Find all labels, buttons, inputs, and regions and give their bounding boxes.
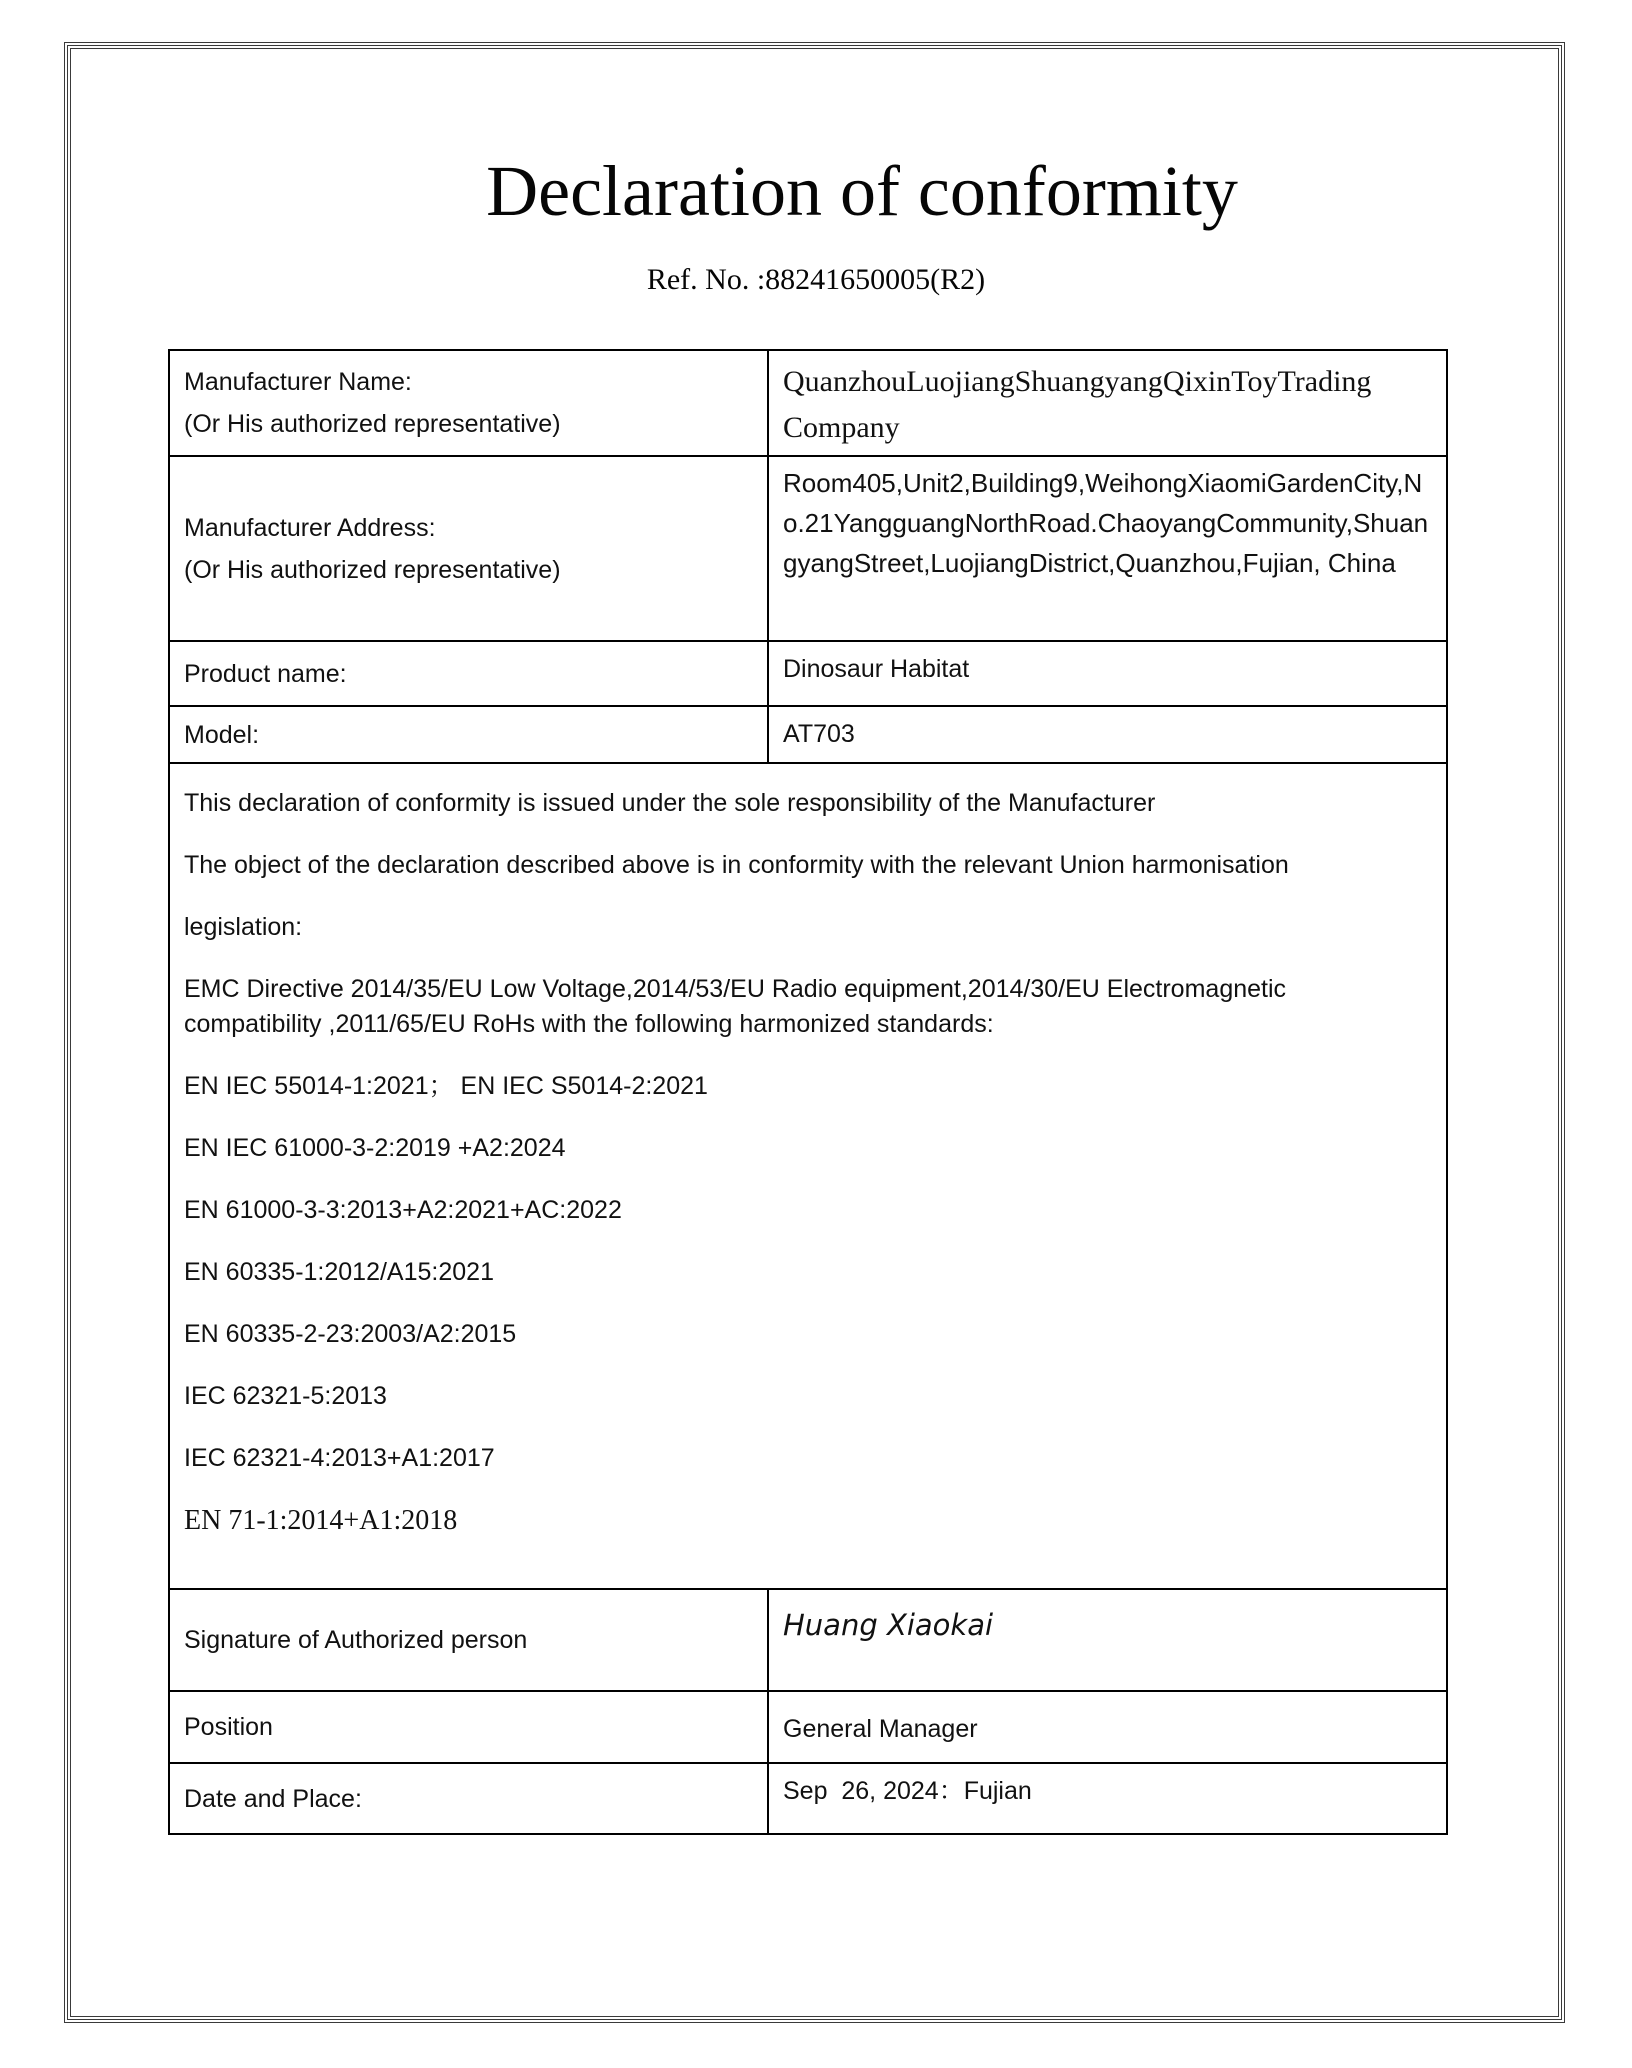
document-title: Declaration of conformity <box>486 151 1238 231</box>
declaration-statement-line1: This declaration of conformity is issued under the sole responsibility of the Manufacturer <box>184 789 1156 817</box>
standard-item: EN 60335-2-23:2003/A2:2015 <box>184 1320 517 1348</box>
standard-item: IEC 62321-5:2013 <box>184 1382 387 1410</box>
table-row-model <box>169 706 1447 763</box>
table-row-manufacturer-name <box>169 350 1447 456</box>
signature-value: Huang Xiaokai <box>768 1589 1447 1691</box>
manufacturer-address-label-line1: Manufacturer Address: <box>184 513 436 542</box>
manufacturer-name-label-line2: (Or His authorized representative) <box>184 410 561 438</box>
standard-item: EN 71-1:2014+A1:2018 <box>184 1505 458 1536</box>
reference-number: Ref. No. :88241650005(R2) <box>646 263 986 296</box>
manufacturer-address-label <box>169 456 768 641</box>
date-place-value: Sep 26, 2024：Fujian <box>768 1763 1447 1834</box>
table-row-product-name <box>169 641 1447 706</box>
position-value: General Manager <box>768 1691 1447 1763</box>
manufacturer-name-label <box>169 350 768 456</box>
product-name-label: Product name: <box>169 641 768 706</box>
standard-item: EN 60335-1:2012/A15:2021 <box>184 1258 494 1286</box>
manufacturer-address-value: Room405,Unit2,Building9,WeihongXiaomiGardenCity,No.21YangguangNorthRoad.ChaoyangCommunity,ShuangyangStreet,LuojiangDistrict,Quanzhou,Fujian, China <box>768 456 1447 641</box>
product-name-value: Dinosaur Habitat <box>768 641 1447 706</box>
standard-item: EN IEC 55014-1:2021； EN IEC S5014-2:2021 <box>184 1072 708 1100</box>
manufacturer-name-value: QuanzhouLuojiangShuangyangQixinToyTrading Company <box>768 350 1447 456</box>
signature-label: Signature of Authorized person <box>169 1589 768 1691</box>
table-row-manufacturer-address <box>169 456 1447 641</box>
declaration-statement-line2: The object of the declaration described above is in conformity with the relevant Union harmonisation <box>184 851 1289 879</box>
table-row-declaration-body <box>169 763 1447 1589</box>
model-value: AT703 <box>768 706 1447 763</box>
declaration-table <box>168 349 1448 1835</box>
standard-item: EN IEC 61000-3-2:2019 +A2:2024 <box>184 1134 566 1162</box>
manufacturer-address-label-line2: (Or His authorized representative) <box>184 555 561 584</box>
manufacturer-name-label-line1: Manufacturer Name: <box>184 368 412 396</box>
model-label: Model: <box>169 706 768 763</box>
table-row-position <box>169 1691 1447 1763</box>
declaration-directives: EMC Directive 2014/35/EU Low Voltage,2014/53/EU Radio equipment,2014/30/EU Electromagnetic compatibility ,2011/65/EU RoHs with the following harmonized standards: <box>184 975 1293 1038</box>
table-row-date-place <box>169 1763 1447 1834</box>
standard-item: EN 61000-3-3:2013+A2:2021+AC:2022 <box>184 1196 622 1224</box>
position-label: Position <box>169 1691 768 1763</box>
declaration-body-cell <box>169 763 1447 1589</box>
table-row-signature <box>169 1589 1447 1691</box>
declaration-statement-line3: legislation: <box>184 913 303 941</box>
date-place-label: Date and Place: <box>169 1763 768 1834</box>
standard-item: IEC 62321-4:2013+A1:2017 <box>184 1444 495 1472</box>
